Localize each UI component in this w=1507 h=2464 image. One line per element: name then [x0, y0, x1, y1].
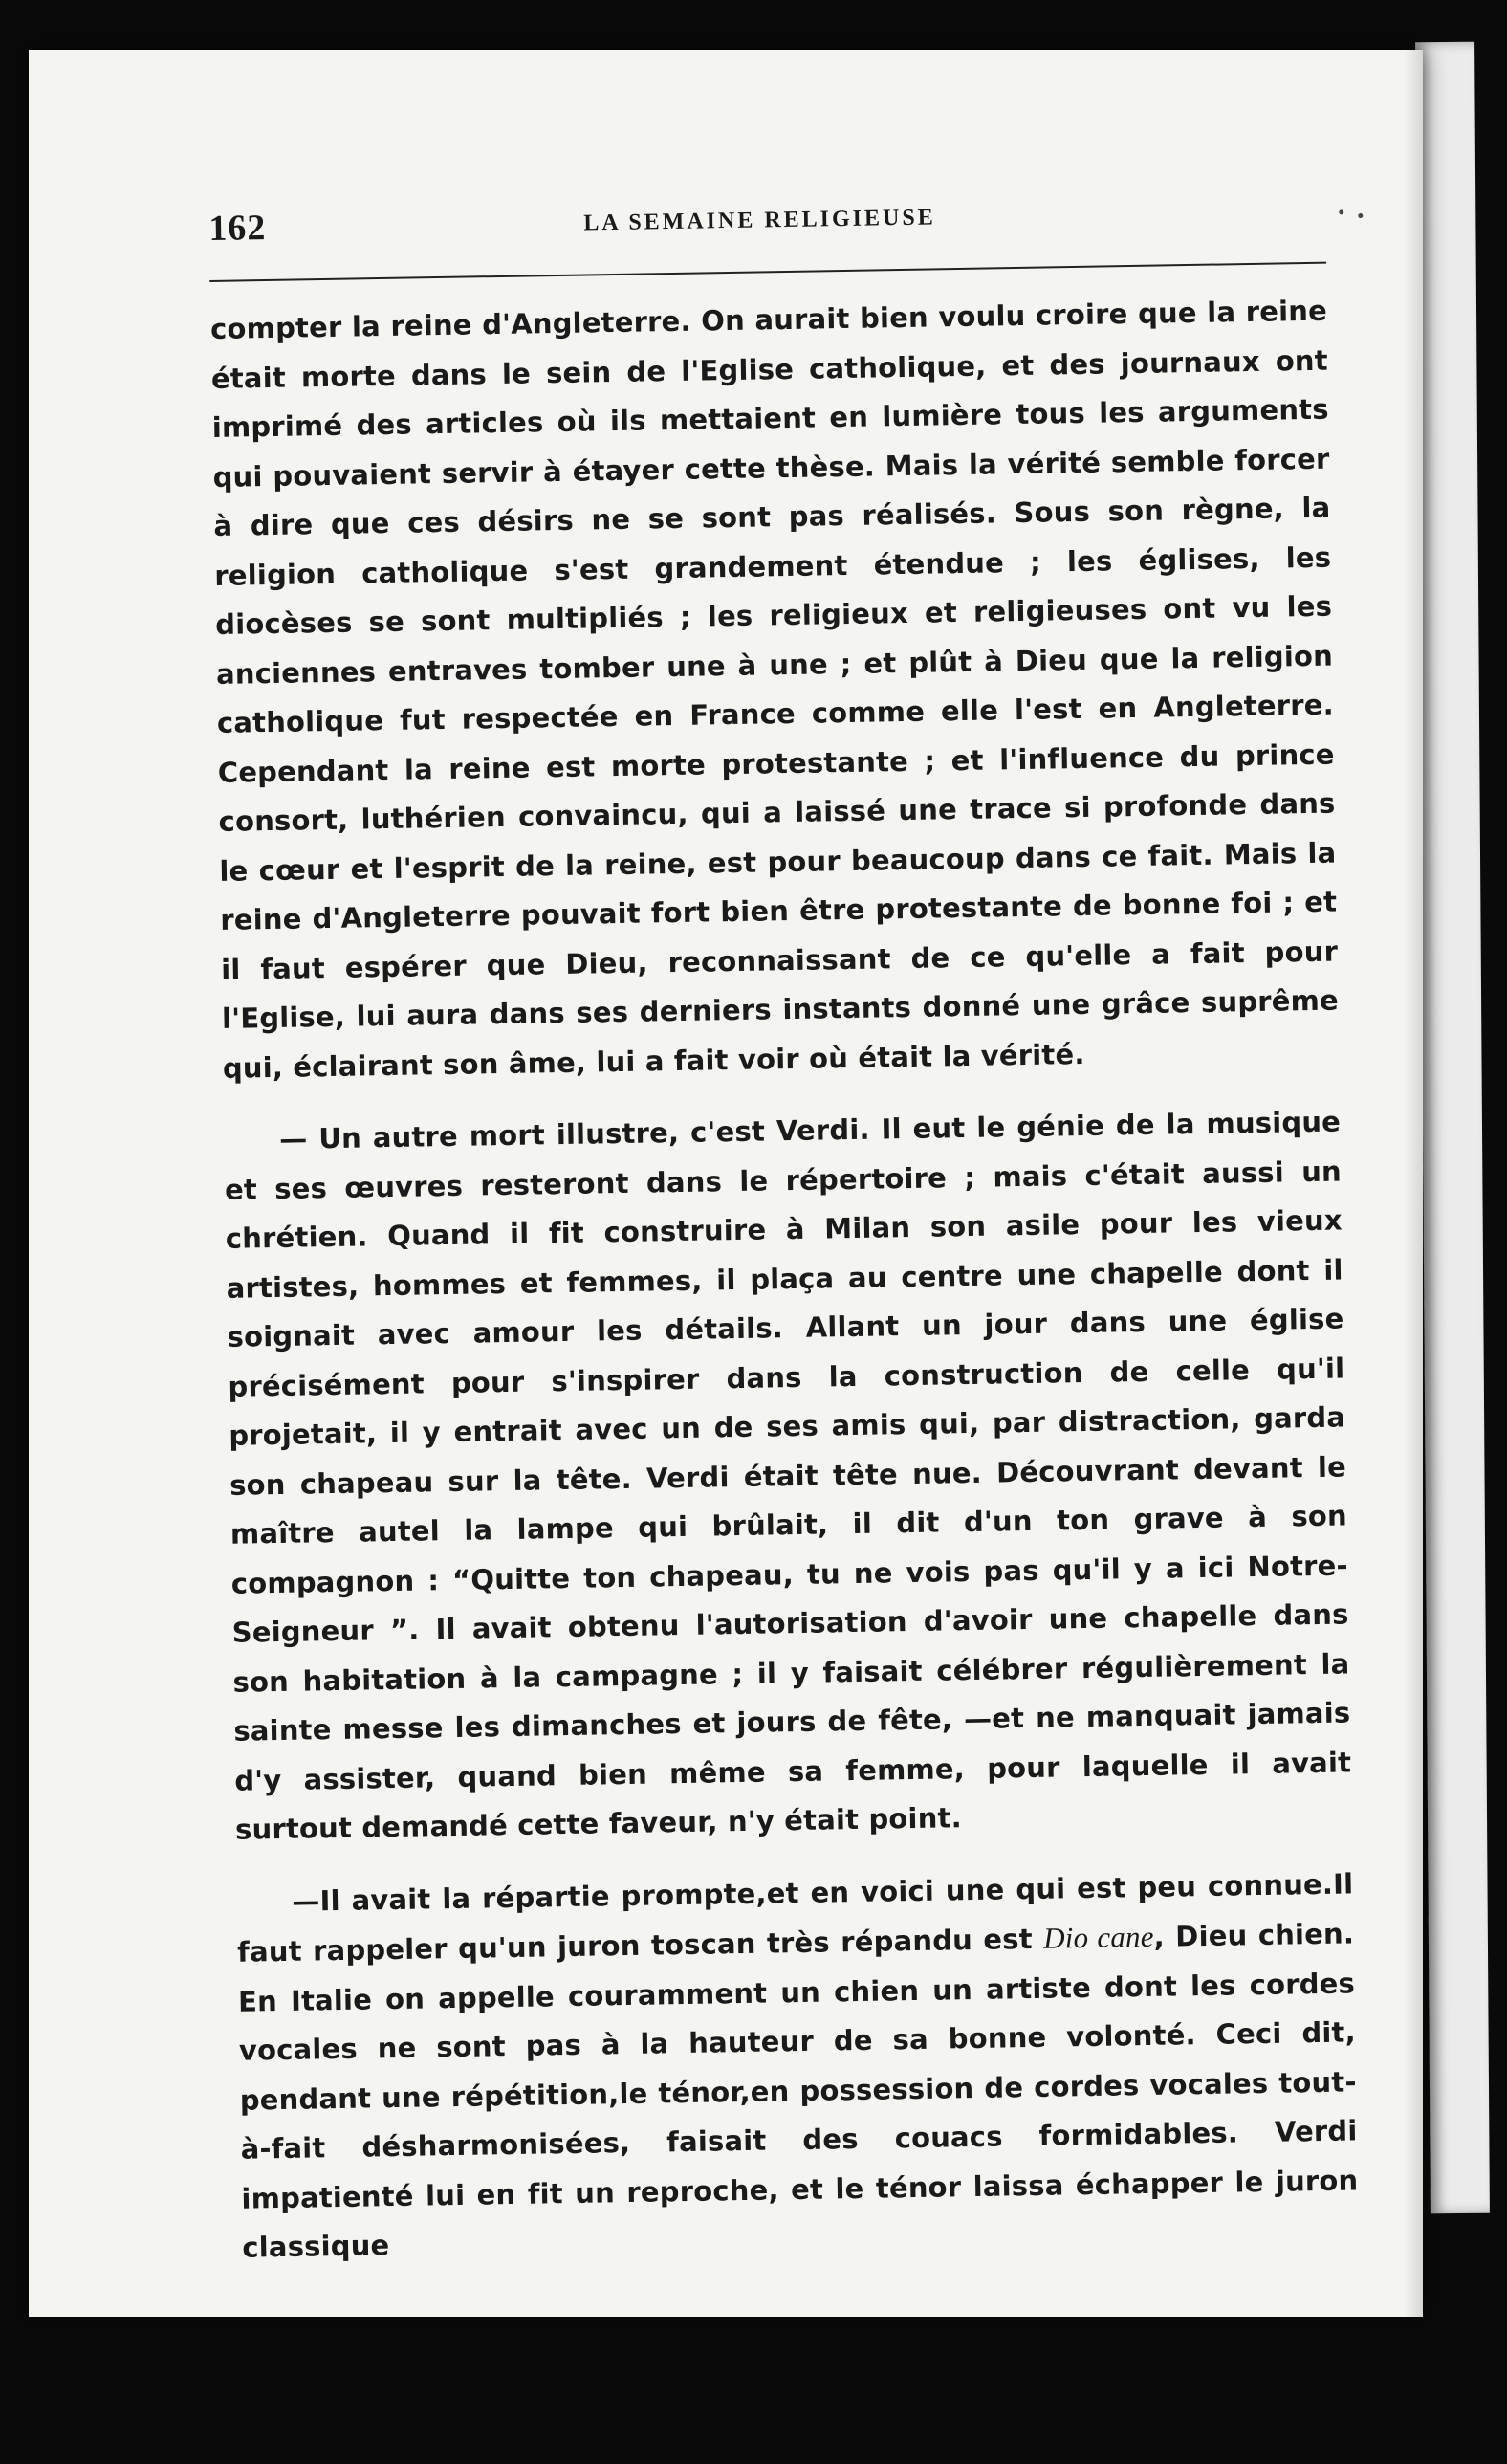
page-edge-shadow — [1404, 50, 1423, 2317]
body-text — [210, 287, 1360, 2274]
print-specks — [1337, 206, 1375, 226]
running-head — [208, 188, 1381, 265]
paragraph-verdi-anecdote: —Il avait la répartie prompte,et en voici une qui est peu connue.Il faut rappeler qu'un juron toscan très répandu est Dio cane, Dieu chien. En Italie on appelle couramment un chien un artiste dont les cordes vocales ne sont pas à la hauteur de sa bonne volonté. Ceci dit, pendant une répétition,le ténor,en possession de cordes vocales tout-à-fait désharmonisées, faisait des couacs formidables. Verdi impatienté lui en fit un reproche, et le ténor laissa échapper le juron classique — [236, 1866, 1359, 2264]
page-content — [208, 188, 1381, 2264]
paragraph-verdi: — Un autre mort illustre, c'est Verdi. Il eut le génie de la musique et ses œuvres resteront dans le répertoire ; mais c'était aussi un chrétien. Quand il fit construire à Milan son asile pour les vieux artistes, hommes et femmes, il plaça au centre une chapelle dont il soignait avec amour les détails. Allant un jour dans une église précisément pour s'inspirer dans la construction de celle qu'il projetait, il y entrait avec un de ses amis qui, par distraction, garda son chapeau sur la tête. Verdi était tête nue. Découvrant devant le maître autel la lampe qui brûlait, il dit d'un ton grave à son compagnon : “Quitte ton chapeau, tu ne vois pas qu'il y a ici Notre-Seigneur ”. Il avait obtenu l'autorisation d'avoir une chapelle dans son habitation à la campagne ; il y faisait célébrer régulièrement la sainte messe les dimanches et jours de fête, —et ne manquait jamais d'y assister, quand bien même sa femme, pour laquelle il avait surtout demandé cette faveur, n'y était point. — [224, 1105, 1352, 1846]
running-title: LA SEMAINE RELIGIEUSE — [583, 205, 936, 236]
page-number: 162 — [208, 208, 267, 249]
italic-phrase: Dio cane — [1042, 1919, 1154, 1955]
book-page — [29, 50, 1423, 2317]
header-rule — [209, 262, 1326, 282]
paragraph-queen-victoria: compter la reine d'Angleterre. On aurait bien voulu croire que la reine était morte dans le sein de l'Eglise catholique, et des journaux ont imprimé des articles où ils mettaient en lumière tous les arguments qui pouvaient servir à étayer cette thèse. Mais la vérité semble forcer à dire que ces désirs ne se sont pas réalisés. Sous son règne, la religion catholique s'est grandement étendue ; les églises, les diocèses se sont multipliés ; les religieux et religieuses ont vu les anciennes entraves tomber une à une ; et plût à Dieu que la religion catholique fut respectée en France comme elle l'est en Angleterre. Cependant la reine est morte protestante ; et l'influence du prince consort, luthérien convaincu, qui a laissé une trace si profonde dans le cœur et l'esprit de la reine, est pour beaucoup dans ce fait. Mais la reine d'Angleterre pouvait fort bien être protestante de bonne foi ; et il faut espérer que Dieu, reconnaissant de ce qu'elle a fait pour l'Eglise, lui aura dans ses derniers instants donné une grâce suprême qui, éclairant son âme, lui a fait voir où était la vérité. — [209, 294, 1340, 1085]
